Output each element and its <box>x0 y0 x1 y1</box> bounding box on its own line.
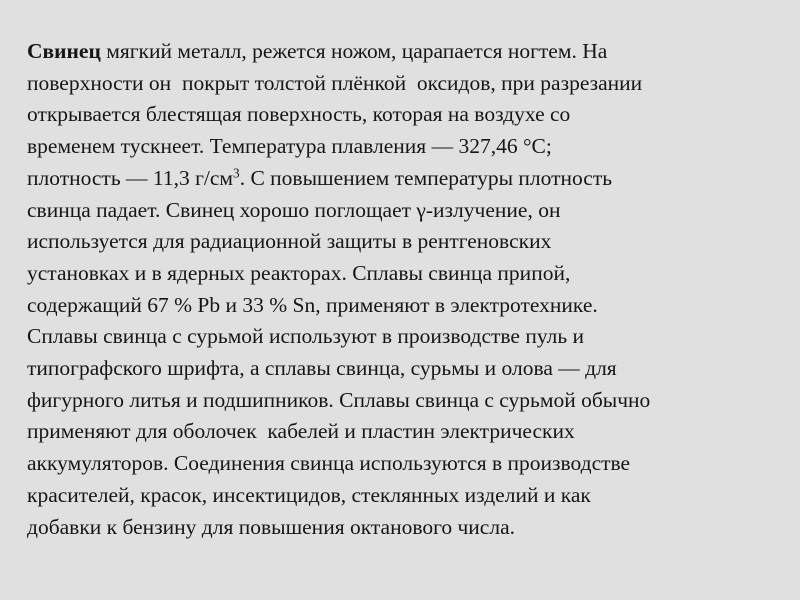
text-line: типографского шрифта, а сплавы свинца, сурьмы и олова — для <box>27 356 617 381</box>
text-line: открывается блестящая поверхность, которая на воздухе со <box>27 102 571 127</box>
text-line: свинца падает. Свинец хорошо поглощает γ-излучение, он <box>27 197 561 222</box>
lead-description-paragraph <box>27 36 800 543</box>
text-line: добавки к бензину для повышения октанового числа. <box>27 514 516 539</box>
text-line: установках и в ядерных реакторах. Сплавы свинца припой, <box>27 260 571 285</box>
text-line: используется для радиационной защиты в рентгеновских <box>27 229 552 254</box>
text-line: временем тускнеет. Температура плавления — 327,46 °С; <box>27 134 552 159</box>
text-line: содержащий 67 % Pb и 33 % Sn, применяют в электротехнике. <box>27 292 598 317</box>
text-line: красителей, красок, инсектицидов, стеклянных изделий и как <box>27 482 591 507</box>
superscript-exponent: 3 <box>233 165 240 181</box>
text-line: Сплавы свинца с сурьмой используют в производстве пуль и <box>27 324 585 349</box>
text-line: применяют для оболочек кабелей и пластин электрических <box>27 419 575 444</box>
text-line: аккумуляторов. Соединения свинца используются в производстве <box>27 451 631 476</box>
text-line: . С повышением температуры плотность <box>239 165 613 190</box>
text-line: мягкий металл, режется ножом, царапается ногтем. На <box>100 39 608 63</box>
text-line: плотность — 11,3 г/см <box>27 165 234 190</box>
text-line: поверхности он покрыт толстой плёнкой оксидов, при разрезании <box>27 70 643 95</box>
lead-term: Свинец <box>27 39 101 63</box>
text-line: фигурного литья и подшипников. Сплавы свинца с сурьмой обычно <box>27 387 651 412</box>
